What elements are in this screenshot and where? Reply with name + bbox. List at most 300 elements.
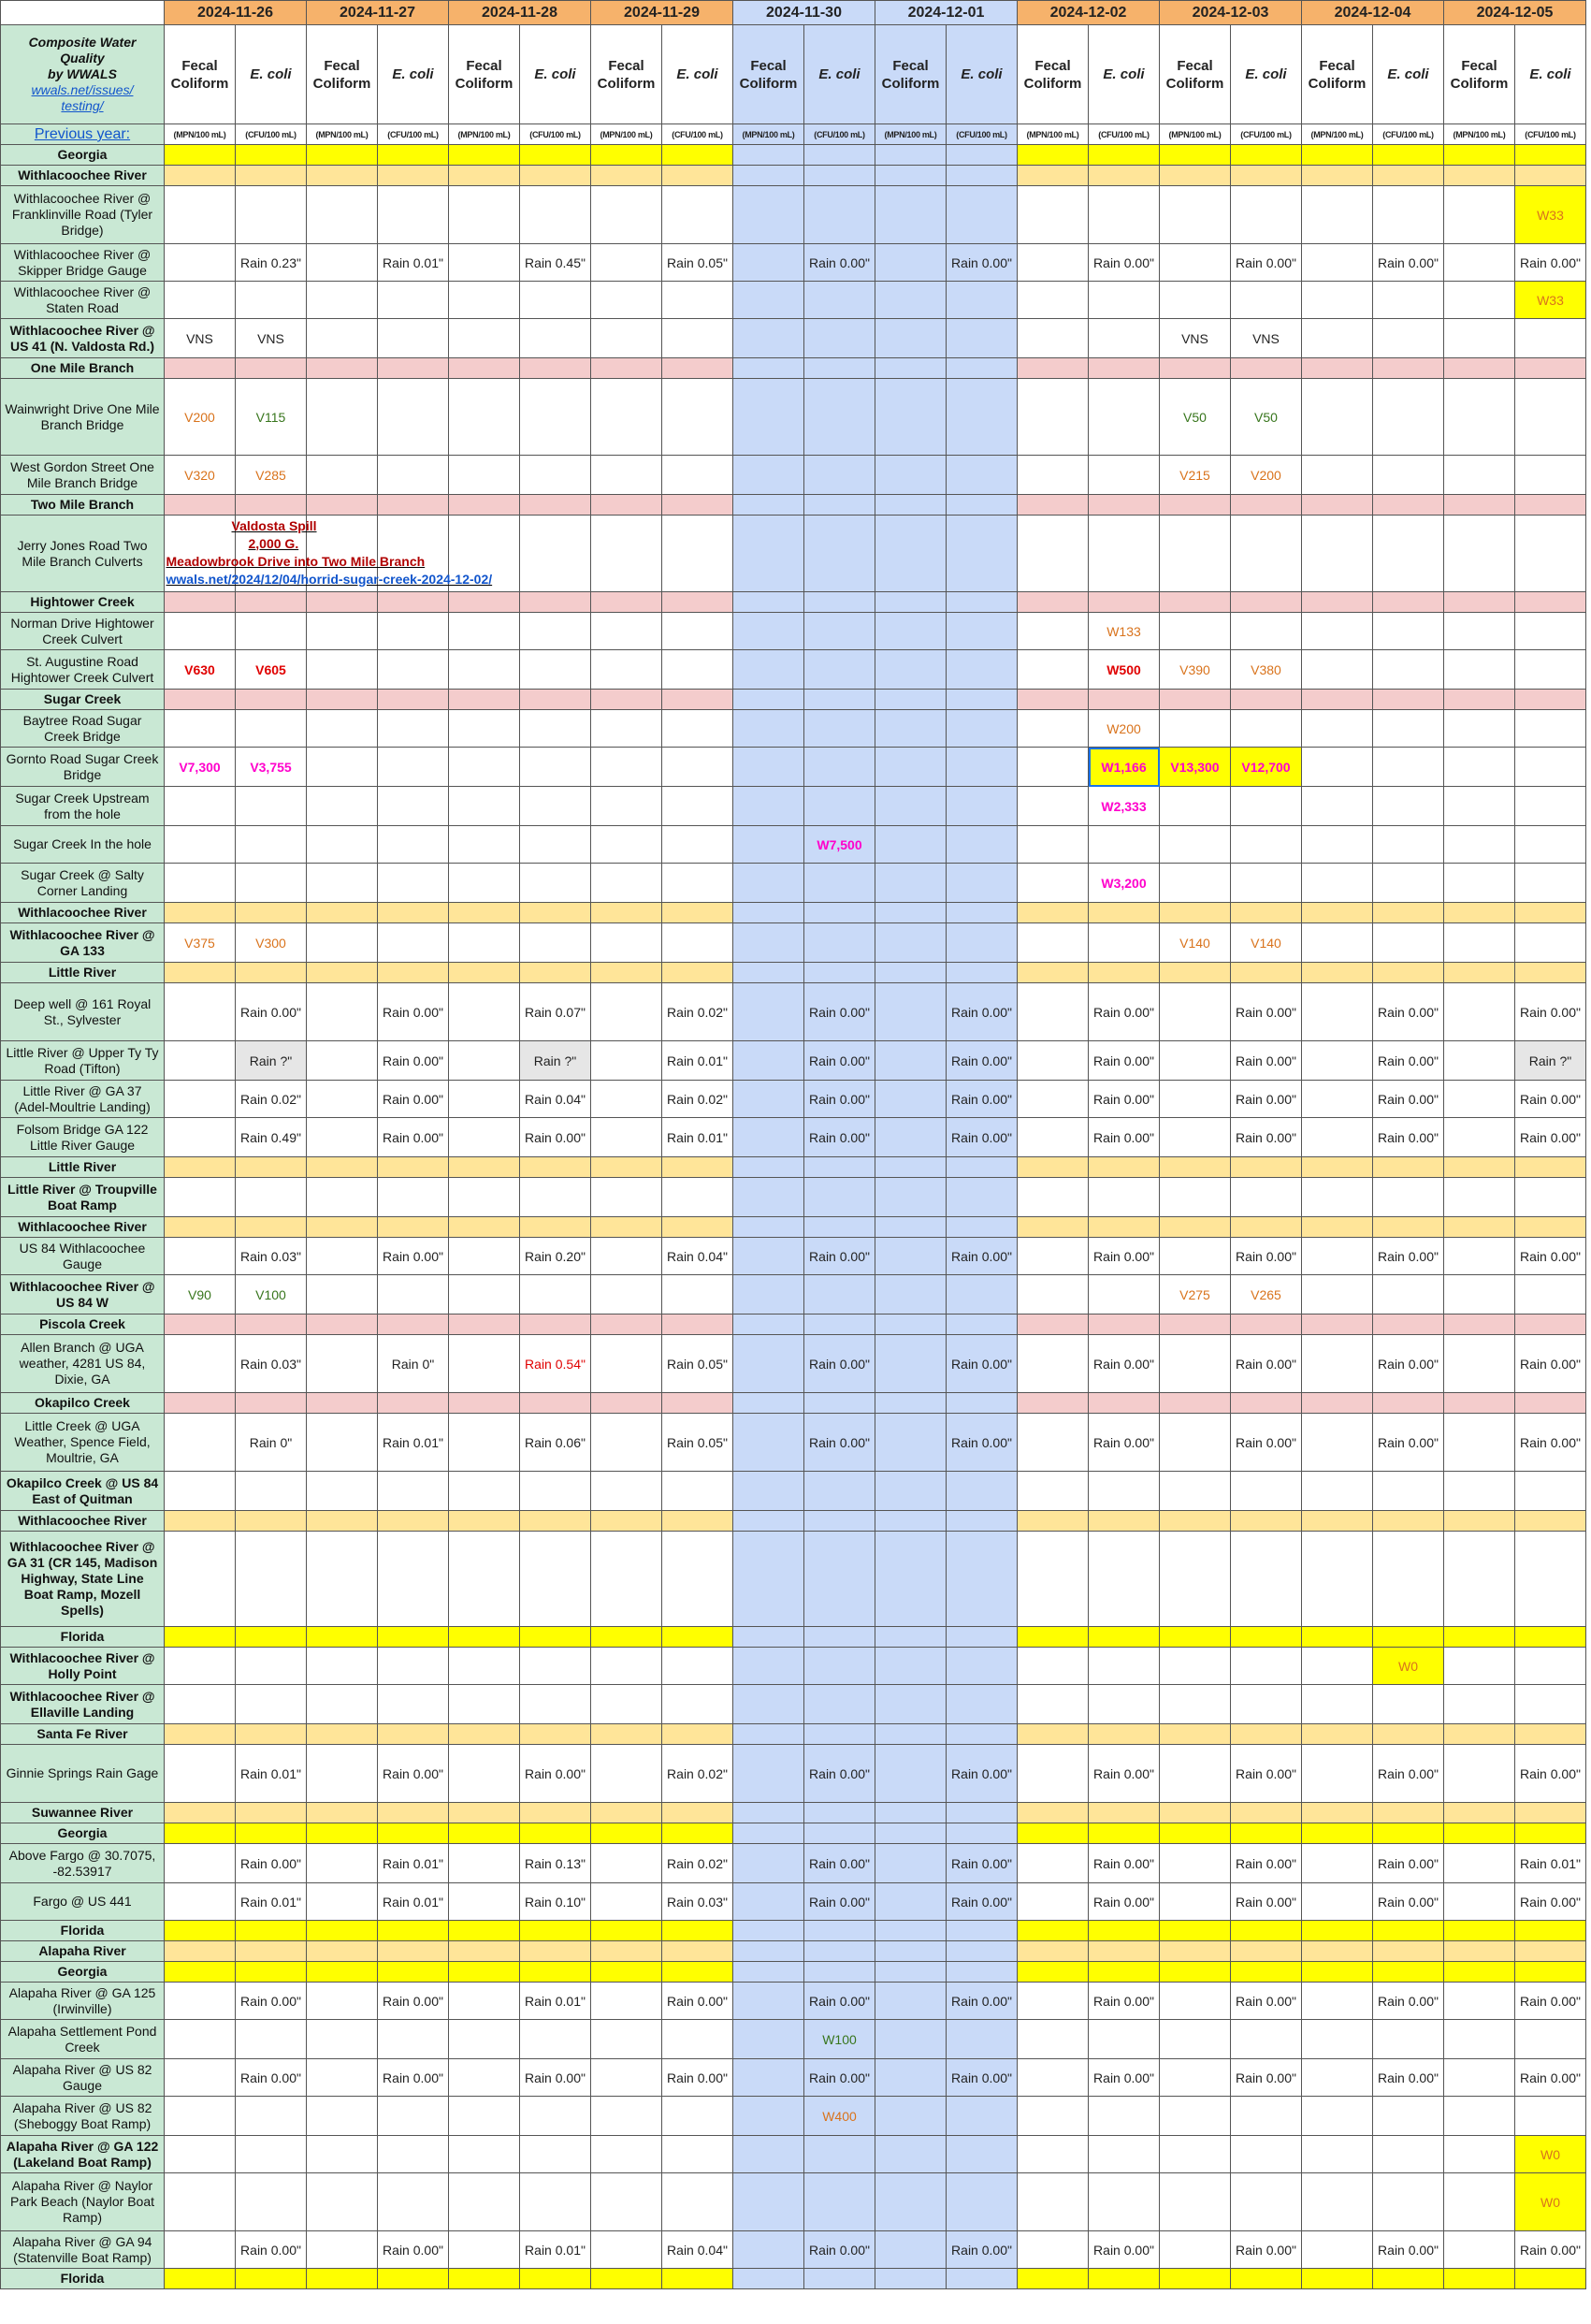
- rain-cell[interactable]: Rain ?": [236, 1041, 307, 1081]
- data-cell[interactable]: [236, 963, 307, 983]
- data-cell[interactable]: [1231, 2269, 1302, 2289]
- data-cell[interactable]: [165, 690, 236, 710]
- data-cell[interactable]: [1373, 2097, 1444, 2136]
- data-cell[interactable]: [1444, 787, 1515, 826]
- rain-cell[interactable]: Rain 0.13": [520, 1844, 591, 1883]
- data-cell[interactable]: [165, 1511, 236, 1532]
- data-cell[interactable]: [1515, 1941, 1586, 1962]
- measurement-cell[interactable]: V375: [165, 923, 236, 963]
- data-cell[interactable]: [662, 166, 733, 186]
- data-cell[interactable]: [165, 1472, 236, 1511]
- data-cell[interactable]: [1160, 1041, 1231, 1081]
- data-cell[interactable]: [662, 456, 733, 495]
- data-cell[interactable]: [520, 1275, 591, 1315]
- data-cell[interactable]: [1231, 710, 1302, 748]
- data-cell[interactable]: [307, 1983, 378, 2020]
- data-cell[interactable]: [733, 1118, 804, 1157]
- data-cell[interactable]: [875, 1803, 947, 1823]
- section-label[interactable]: Little River: [1, 963, 165, 983]
- data-cell[interactable]: [378, 787, 449, 826]
- unit-header[interactable]: (CFU/100 mL): [662, 124, 733, 145]
- data-cell[interactable]: [1302, 2173, 1373, 2231]
- data-cell[interactable]: [1373, 456, 1444, 495]
- data-cell[interactable]: [1515, 456, 1586, 495]
- data-cell[interactable]: [307, 710, 378, 748]
- data-cell[interactable]: [1231, 1941, 1302, 1962]
- data-cell[interactable]: [378, 1275, 449, 1315]
- data-cell[interactable]: [662, 379, 733, 456]
- data-cell[interactable]: [947, 963, 1018, 983]
- data-cell[interactable]: [449, 2136, 520, 2173]
- data-cell[interactable]: [1302, 1883, 1373, 1921]
- rain-cell[interactable]: Rain 0.00": [1089, 983, 1160, 1041]
- rain-cell[interactable]: Rain 0.00": [1373, 1883, 1444, 1921]
- data-cell[interactable]: [662, 1823, 733, 1844]
- data-cell[interactable]: [733, 650, 804, 690]
- date-header[interactable]: 2024-12-02: [1018, 1, 1160, 25]
- e-coli-header[interactable]: E. coli: [378, 25, 449, 124]
- data-cell[interactable]: [1018, 2173, 1089, 2231]
- data-cell[interactable]: [1302, 1532, 1373, 1627]
- data-cell[interactable]: [1302, 983, 1373, 1041]
- data-cell[interactable]: [1302, 456, 1373, 495]
- data-cell[interactable]: [1373, 1921, 1444, 1941]
- data-cell[interactable]: [947, 1941, 1018, 1962]
- data-cell[interactable]: [1444, 244, 1515, 282]
- data-cell[interactable]: [1302, 1627, 1373, 1648]
- data-cell[interactable]: [1160, 1803, 1231, 1823]
- data-cell[interactable]: [378, 592, 449, 613]
- data-cell[interactable]: [591, 319, 662, 358]
- data-cell[interactable]: [947, 1627, 1018, 1648]
- data-cell[interactable]: [1018, 1921, 1089, 1941]
- data-cell[interactable]: [1373, 1685, 1444, 1724]
- data-cell[interactable]: [875, 1157, 947, 1178]
- data-cell[interactable]: [1160, 2059, 1231, 2097]
- data-cell[interactable]: [591, 1157, 662, 1178]
- rain-cell[interactable]: Rain 0.01": [520, 2231, 591, 2269]
- data-cell[interactable]: [1444, 282, 1515, 319]
- section-label[interactable]: Withlacoochee River: [1, 1511, 165, 1532]
- data-cell[interactable]: [804, 1823, 875, 1844]
- data-cell[interactable]: [947, 1393, 1018, 1414]
- data-cell[interactable]: [1302, 1217, 1373, 1238]
- e-coli-header[interactable]: E. coli: [520, 25, 591, 124]
- data-cell[interactable]: [591, 787, 662, 826]
- data-cell[interactable]: [1302, 1414, 1373, 1472]
- rain-cell[interactable]: Rain 0.00": [804, 1041, 875, 1081]
- data-cell[interactable]: [449, 1178, 520, 1217]
- data-cell[interactable]: [733, 826, 804, 864]
- rain-cell[interactable]: Rain 0.00": [1231, 1081, 1302, 1118]
- data-cell[interactable]: [307, 1393, 378, 1414]
- rain-cell[interactable]: Rain 0.00": [1231, 983, 1302, 1041]
- measurement-cell[interactable]: W200: [1089, 710, 1160, 748]
- data-cell[interactable]: [1373, 963, 1444, 983]
- data-cell[interactable]: [1373, 1472, 1444, 1511]
- data-cell[interactable]: [662, 2136, 733, 2173]
- data-cell[interactable]: [520, 1627, 591, 1648]
- data-cell[interactable]: [1018, 1041, 1089, 1081]
- data-cell[interactable]: [1515, 1178, 1586, 1217]
- unit-header[interactable]: (CFU/100 mL): [804, 124, 875, 145]
- data-cell[interactable]: [591, 1745, 662, 1803]
- data-cell[interactable]: [1160, 1983, 1231, 2020]
- e-coli-header[interactable]: E. coli: [804, 25, 875, 124]
- site-label[interactable]: Allen Branch @ UGA weather, 4281 US 84, Dixie, GA: [1, 1335, 165, 1393]
- data-cell[interactable]: [1302, 1275, 1373, 1315]
- data-cell[interactable]: [1089, 1627, 1160, 1648]
- data-cell[interactable]: [875, 2269, 947, 2289]
- data-cell[interactable]: [307, 2097, 378, 2136]
- data-cell[interactable]: [591, 1921, 662, 1941]
- data-cell[interactable]: [1089, 1941, 1160, 1962]
- data-cell[interactable]: [733, 1511, 804, 1532]
- data-cell[interactable]: [1515, 1393, 1586, 1414]
- data-cell[interactable]: [1160, 1414, 1231, 1472]
- data-cell[interactable]: [733, 2020, 804, 2059]
- rain-cell[interactable]: Rain 0.00": [1089, 1883, 1160, 1921]
- data-cell[interactable]: [875, 903, 947, 923]
- rain-cell[interactable]: Rain 0.00": [947, 1745, 1018, 1803]
- data-cell[interactable]: [1302, 1921, 1373, 1941]
- rain-cell[interactable]: Rain 0.00": [1373, 2059, 1444, 2097]
- section-label[interactable]: Withlacoochee River: [1, 1217, 165, 1238]
- data-cell[interactable]: [165, 1081, 236, 1118]
- data-cell[interactable]: [804, 1315, 875, 1335]
- site-label[interactable]: Withlacoochee River @ Skipper Bridge Gauge: [1, 244, 165, 282]
- data-cell[interactable]: [733, 1393, 804, 1414]
- data-cell[interactable]: [1018, 2059, 1089, 2097]
- data-cell[interactable]: [1018, 1275, 1089, 1315]
- data-cell[interactable]: [804, 166, 875, 186]
- data-cell[interactable]: [662, 710, 733, 748]
- data-cell[interactable]: [236, 613, 307, 650]
- data-cell[interactable]: [449, 186, 520, 244]
- fecal-coliform-header[interactable]: Fecal Coliform: [307, 25, 378, 124]
- data-cell[interactable]: [733, 2231, 804, 2269]
- data-cell[interactable]: [307, 963, 378, 983]
- data-cell[interactable]: [449, 244, 520, 282]
- data-cell[interactable]: [307, 1803, 378, 1823]
- rain-cell[interactable]: Rain 0.00": [1231, 1335, 1302, 1393]
- data-cell[interactable]: [1018, 1627, 1089, 1648]
- data-cell[interactable]: [662, 1648, 733, 1685]
- data-cell[interactable]: [875, 1414, 947, 1472]
- data-cell[interactable]: [165, 145, 236, 166]
- data-cell[interactable]: [1018, 516, 1089, 592]
- measurement-cell[interactable]: V13,300: [1160, 748, 1231, 787]
- data-cell[interactable]: [1018, 1238, 1089, 1275]
- data-cell[interactable]: [1089, 319, 1160, 358]
- data-cell[interactable]: [1515, 1275, 1586, 1315]
- data-cell[interactable]: [307, 1724, 378, 1745]
- unit-header[interactable]: (CFU/100 mL): [378, 124, 449, 145]
- data-cell[interactable]: [1444, 1472, 1515, 1511]
- data-cell[interactable]: [1515, 613, 1586, 650]
- data-cell[interactable]: [875, 2136, 947, 2173]
- rain-cell[interactable]: Rain 0.00": [1089, 1983, 1160, 2020]
- data-cell[interactable]: [378, 650, 449, 690]
- data-cell[interactable]: [1089, 1803, 1160, 1823]
- data-cell[interactable]: [236, 1217, 307, 1238]
- data-cell[interactable]: [520, 864, 591, 903]
- data-cell[interactable]: [1444, 145, 1515, 166]
- data-cell[interactable]: [1373, 379, 1444, 456]
- data-cell[interactable]: [875, 244, 947, 282]
- data-cell[interactable]: [1444, 2136, 1515, 2173]
- data-cell[interactable]: [520, 2173, 591, 2231]
- data-cell[interactable]: [378, 2097, 449, 2136]
- data-cell[interactable]: [1515, 592, 1586, 613]
- data-cell[interactable]: [1018, 923, 1089, 963]
- rain-cell[interactable]: Rain 0.00": [947, 244, 1018, 282]
- measurement-cell[interactable]: V115: [236, 379, 307, 456]
- data-cell[interactable]: [947, 613, 1018, 650]
- data-cell[interactable]: [378, 1178, 449, 1217]
- data-cell[interactable]: [1160, 1941, 1231, 1962]
- measurement-cell[interactable]: V390: [1160, 650, 1231, 690]
- data-cell[interactable]: [591, 1217, 662, 1238]
- data-cell[interactable]: [733, 1941, 804, 1962]
- data-cell[interactable]: [1018, 1685, 1089, 1724]
- data-cell[interactable]: [591, 592, 662, 613]
- data-cell[interactable]: [520, 319, 591, 358]
- data-cell[interactable]: [875, 186, 947, 244]
- data-cell[interactable]: [378, 1648, 449, 1685]
- data-cell[interactable]: [662, 1685, 733, 1724]
- data-cell[interactable]: [947, 787, 1018, 826]
- data-cell[interactable]: [733, 358, 804, 379]
- rain-cell[interactable]: Rain 0.00": [378, 1081, 449, 1118]
- data-cell[interactable]: [1515, 1217, 1586, 1238]
- rain-cell[interactable]: Rain 0.00": [236, 2231, 307, 2269]
- data-cell[interactable]: [804, 1178, 875, 1217]
- data-cell[interactable]: [1302, 1335, 1373, 1393]
- data-cell[interactable]: [947, 1157, 1018, 1178]
- data-cell[interactable]: [1444, 1983, 1515, 2020]
- data-cell[interactable]: [1444, 1724, 1515, 1745]
- data-cell[interactable]: [1302, 1238, 1373, 1275]
- data-cell[interactable]: [1444, 690, 1515, 710]
- data-cell[interactable]: [1231, 1921, 1302, 1941]
- data-cell[interactable]: [236, 1803, 307, 1823]
- data-cell[interactable]: [804, 1532, 875, 1627]
- data-cell[interactable]: [947, 1685, 1018, 1724]
- data-cell[interactable]: [591, 1883, 662, 1921]
- data-cell[interactable]: [662, 1921, 733, 1941]
- data-cell[interactable]: [1160, 2269, 1231, 2289]
- date-header[interactable]: 2024-11-29: [591, 1, 733, 25]
- data-cell[interactable]: [662, 358, 733, 379]
- data-cell[interactable]: [1018, 1648, 1089, 1685]
- data-cell[interactable]: [1160, 358, 1231, 379]
- data-cell[interactable]: [591, 963, 662, 983]
- e-coli-header[interactable]: E. coli: [947, 25, 1018, 124]
- rain-cell[interactable]: Rain 0.04": [520, 1081, 591, 1118]
- data-cell[interactable]: [1018, 2136, 1089, 2173]
- rain-cell[interactable]: Rain 0.03": [236, 1335, 307, 1393]
- data-cell[interactable]: [804, 2173, 875, 2231]
- data-cell[interactable]: [662, 186, 733, 244]
- data-cell[interactable]: [449, 613, 520, 650]
- data-cell[interactable]: [1160, 1238, 1231, 1275]
- data-cell[interactable]: [1089, 690, 1160, 710]
- rain-cell[interactable]: Rain 0.00": [1231, 1041, 1302, 1081]
- data-cell[interactable]: [165, 1745, 236, 1803]
- data-cell[interactable]: [947, 1724, 1018, 1745]
- data-cell[interactable]: [662, 1178, 733, 1217]
- data-cell[interactable]: [1231, 787, 1302, 826]
- data-cell[interactable]: [307, 2269, 378, 2289]
- data-cell[interactable]: [875, 963, 947, 983]
- data-cell[interactable]: [947, 1648, 1018, 1685]
- data-cell[interactable]: [804, 379, 875, 456]
- data-cell[interactable]: [378, 613, 449, 650]
- data-cell[interactable]: [875, 358, 947, 379]
- data-cell[interactable]: [662, 787, 733, 826]
- data-cell[interactable]: [307, 2059, 378, 2097]
- data-cell[interactable]: [1018, 690, 1089, 710]
- data-cell[interactable]: [449, 787, 520, 826]
- rain-cell[interactable]: Rain 0.00": [378, 1238, 449, 1275]
- data-cell[interactable]: [1302, 923, 1373, 963]
- data-cell[interactable]: [591, 186, 662, 244]
- data-cell[interactable]: [1302, 282, 1373, 319]
- data-cell[interactable]: [733, 2097, 804, 2136]
- data-cell[interactable]: [1160, 1157, 1231, 1178]
- data-cell[interactable]: [1160, 613, 1231, 650]
- data-cell[interactable]: [591, 1238, 662, 1275]
- data-cell[interactable]: [591, 2269, 662, 2289]
- data-cell[interactable]: [1515, 923, 1586, 963]
- section-label[interactable]: Piscola Creek: [1, 1315, 165, 1335]
- rain-cell[interactable]: Rain 0.00": [1373, 1745, 1444, 1803]
- rain-cell[interactable]: Rain 0.00": [804, 2231, 875, 2269]
- data-cell[interactable]: [1089, 166, 1160, 186]
- data-cell[interactable]: [1444, 748, 1515, 787]
- unit-header[interactable]: (CFU/100 mL): [947, 124, 1018, 145]
- data-cell[interactable]: [804, 1157, 875, 1178]
- spill-link[interactable]: wwals.net/2024/12/04/horrid-sugar-creek-2024-12-02/: [166, 571, 493, 587]
- data-cell[interactable]: [449, 1157, 520, 1178]
- data-cell[interactable]: [1302, 379, 1373, 456]
- data-cell[interactable]: [378, 2173, 449, 2231]
- testing-link[interactable]: wwals.net/issues/ testing/: [31, 82, 134, 113]
- measurement-cell[interactable]: W0: [1515, 2136, 1586, 2173]
- data-cell[interactable]: [1302, 1844, 1373, 1883]
- data-cell[interactable]: [520, 592, 591, 613]
- data-cell[interactable]: [662, 495, 733, 516]
- rain-cell[interactable]: Rain 0.00": [378, 1041, 449, 1081]
- data-cell[interactable]: [1373, 516, 1444, 592]
- data-cell[interactable]: [1444, 826, 1515, 864]
- data-cell[interactable]: [1018, 1414, 1089, 1472]
- unit-header[interactable]: (CFU/100 mL): [520, 124, 591, 145]
- data-cell[interactable]: [236, 1823, 307, 1844]
- data-cell[interactable]: [378, 379, 449, 456]
- data-cell[interactable]: [236, 2136, 307, 2173]
- data-cell[interactable]: [662, 923, 733, 963]
- date-header[interactable]: 2024-12-04: [1302, 1, 1444, 25]
- data-cell[interactable]: [1231, 1823, 1302, 1844]
- data-cell[interactable]: [1160, 690, 1231, 710]
- data-cell[interactable]: [733, 516, 804, 592]
- data-cell[interactable]: [449, 2059, 520, 2097]
- data-cell[interactable]: [520, 1217, 591, 1238]
- data-cell[interactable]: [165, 1648, 236, 1685]
- measurement-cell[interactable]: V50: [1160, 379, 1231, 456]
- data-cell[interactable]: [947, 2020, 1018, 2059]
- data-cell[interactable]: [307, 1941, 378, 1962]
- data-cell[interactable]: [378, 1724, 449, 1745]
- rain-cell[interactable]: Rain 0.00": [1089, 2231, 1160, 2269]
- data-cell[interactable]: [1018, 1081, 1089, 1118]
- data-cell[interactable]: [1373, 1962, 1444, 1983]
- data-cell[interactable]: [1444, 1157, 1515, 1178]
- data-cell[interactable]: [1302, 592, 1373, 613]
- data-cell[interactable]: [875, 2231, 947, 2269]
- rain-cell[interactable]: Rain 0.02": [662, 1844, 733, 1883]
- data-cell[interactable]: [733, 1081, 804, 1118]
- fecal-coliform-header[interactable]: Fecal Coliform: [733, 25, 804, 124]
- data-cell[interactable]: [236, 1472, 307, 1511]
- section-label[interactable]: Withlacoochee River: [1, 903, 165, 923]
- data-cell[interactable]: [591, 1511, 662, 1532]
- data-cell[interactable]: [1373, 2020, 1444, 2059]
- data-cell[interactable]: [1231, 1178, 1302, 1217]
- data-cell[interactable]: [449, 1118, 520, 1157]
- e-coli-header[interactable]: E. coli: [1231, 25, 1302, 124]
- data-cell[interactable]: [804, 650, 875, 690]
- data-cell[interactable]: [1302, 1941, 1373, 1962]
- data-cell[interactable]: [449, 1081, 520, 1118]
- data-cell[interactable]: [662, 1627, 733, 1648]
- rain-cell[interactable]: Rain 0.00": [1089, 1414, 1160, 1472]
- data-cell[interactable]: [1515, 1627, 1586, 1648]
- rain-cell[interactable]: Rain 0.00": [378, 983, 449, 1041]
- measurement-cell[interactable]: V380: [1231, 650, 1302, 690]
- data-cell[interactable]: [165, 1414, 236, 1472]
- data-cell[interactable]: [1089, 1315, 1160, 1335]
- measurement-cell[interactable]: V12,700: [1231, 748, 1302, 787]
- data-cell[interactable]: [236, 166, 307, 186]
- data-cell[interactable]: [1018, 983, 1089, 1041]
- data-cell[interactable]: [520, 358, 591, 379]
- data-cell[interactable]: [875, 1178, 947, 1217]
- data-cell[interactable]: [1231, 2097, 1302, 2136]
- data-cell[interactable]: [1231, 166, 1302, 186]
- data-cell[interactable]: [165, 495, 236, 516]
- data-cell[interactable]: [449, 748, 520, 787]
- data-cell[interactable]: [449, 1414, 520, 1472]
- data-cell[interactable]: [947, 186, 1018, 244]
- data-cell[interactable]: [1160, 1724, 1231, 1745]
- data-cell[interactable]: [804, 864, 875, 903]
- data-cell[interactable]: [520, 826, 591, 864]
- data-cell[interactable]: [1444, 1532, 1515, 1627]
- data-cell[interactable]: [947, 1532, 1018, 1627]
- data-cell[interactable]: [662, 963, 733, 983]
- data-cell[interactable]: [1160, 282, 1231, 319]
- data-cell[interactable]: [378, 2020, 449, 2059]
- data-cell[interactable]: [804, 592, 875, 613]
- data-cell[interactable]: [1089, 495, 1160, 516]
- data-cell[interactable]: [1018, 1118, 1089, 1157]
- unit-header[interactable]: (MPN/100 mL): [591, 124, 662, 145]
- data-cell[interactable]: [1089, 379, 1160, 456]
- data-cell[interactable]: [804, 456, 875, 495]
